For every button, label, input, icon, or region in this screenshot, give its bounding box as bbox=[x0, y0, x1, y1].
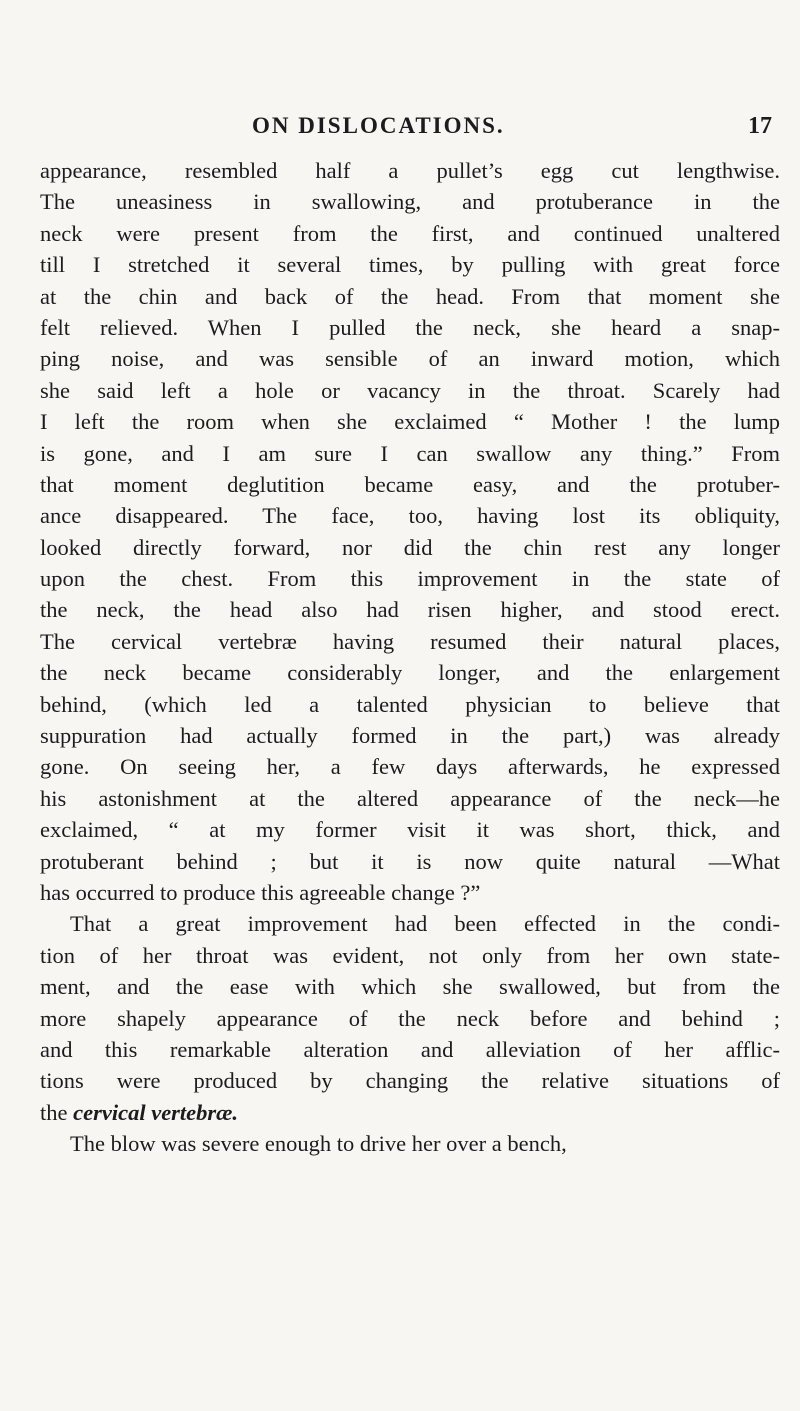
text-line: suppuration had actually formed in the part,) was already bbox=[40, 723, 780, 749]
text-line: ping noise, and was sensible of an inward motion, which bbox=[40, 346, 780, 372]
text-line: appearance, resembled half a pullet’s egg cut lengthwise. bbox=[40, 158, 780, 183]
text-line: upon the chest. From this improvement in the state of bbox=[40, 566, 780, 592]
text-line: neck were present from the first, and continued unaltered bbox=[40, 220, 780, 246]
text-line: ment, and the ease with which she swallowed, but from the bbox=[40, 974, 780, 1000]
text-line: has occurred to produce this agreeable change ?” bbox=[40, 879, 481, 905]
text-line: The cervical vertebræ having resumed their natural places, bbox=[40, 628, 780, 654]
text-line: gone. On seeing her, a few days afterwards, he expressed bbox=[40, 754, 780, 780]
text-line: his astonishment at the altered appearance of the neck—he bbox=[40, 785, 780, 811]
text-line: the neck, the head also had risen higher, and stood erect. bbox=[40, 597, 780, 623]
text-line: and this remarkable alteration and alleviation of her afflic- bbox=[40, 1036, 780, 1062]
text-line: tion of her throat was evident, not only from her own state- bbox=[40, 942, 780, 968]
text-line: exclaimed, “ at my former visit it was short, thick, and bbox=[40, 817, 780, 843]
text-line: behind, (which led a talented physician to believe that bbox=[40, 691, 780, 717]
text-line: she said left a hole or vacancy in the throat. Scarely had bbox=[40, 377, 780, 403]
text-line: till I stretched it several times, by pulling with great force bbox=[40, 252, 780, 278]
text-line: felt relieved. When I pulled the neck, she heard a snap- bbox=[40, 314, 780, 340]
body-text bbox=[40, 155, 780, 1160]
text-line: ance disappeared. The face, too, having lost its obliquity, bbox=[40, 503, 780, 529]
page-number: 17 bbox=[748, 113, 772, 139]
running-title: ON DISLOCATIONS. bbox=[252, 113, 505, 138]
text-line: looked directly forward, nor did the chin rest any longer bbox=[40, 534, 780, 560]
text-line: The uneasiness in swallowing, and protuberance in the bbox=[40, 189, 780, 215]
text-line: tions were produced by changing the relative situations of bbox=[40, 1068, 780, 1094]
running-head bbox=[252, 113, 772, 143]
text-run: the bbox=[40, 1099, 74, 1125]
text-line: protuberant behind ; but it is now quite natural —What bbox=[40, 848, 780, 874]
text-line bbox=[40, 1097, 780, 1128]
text-line: The blow was severe enough to drive her over a bench, bbox=[70, 1131, 567, 1157]
text-line: I left the room when she exclaimed “ Mother ! the lump bbox=[40, 409, 780, 435]
text-line: that moment deglutition became easy, and the protuber- bbox=[40, 471, 780, 497]
text-line: the neck became considerably longer, and the enlargement bbox=[40, 660, 780, 686]
text-line: at the chin and back of the head. From that moment she bbox=[40, 283, 780, 309]
text-line: more shapely appearance of the neck before and behind ; bbox=[40, 1005, 780, 1031]
text-line: is gone, and I am sure I can swallow any thing.” From bbox=[40, 440, 780, 466]
italic-term: cervical vertebræ. bbox=[73, 1099, 239, 1125]
text-line: That a great improvement had been effected in the condi- bbox=[70, 911, 780, 937]
